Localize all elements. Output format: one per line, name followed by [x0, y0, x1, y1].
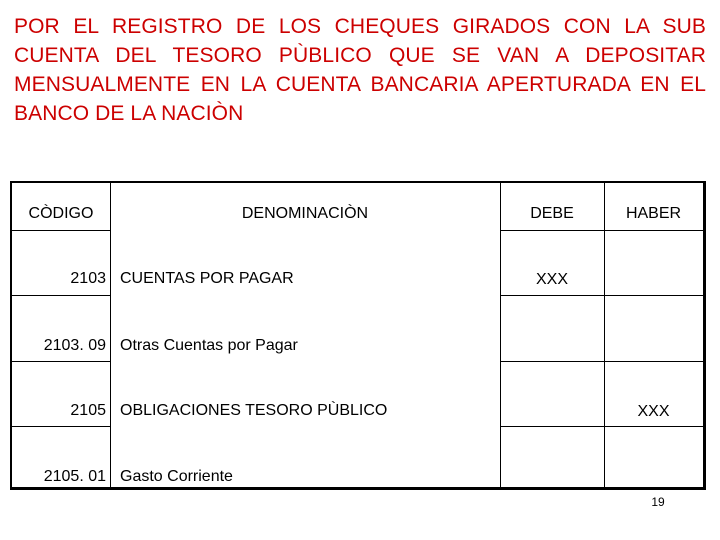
header-codigo: CÒDIGO — [28, 205, 94, 222]
row-divider-codigo-1 — [12, 230, 110, 231]
row-divider-amounts-2 — [500, 295, 703, 296]
row-3-denominacion: OBLIGACIONES TESORO PÙBLICO — [120, 402, 388, 419]
row-divider-codigo-4 — [12, 426, 110, 427]
row-2-denominacion: Otras Cuentas por Pagar — [120, 337, 298, 354]
row-divider-amounts-4 — [500, 426, 703, 427]
col-divider-2 — [500, 183, 501, 487]
row-divider-amounts-3 — [500, 361, 703, 362]
row-4-denominacion: Gasto Corriente — [120, 468, 233, 485]
row-2-codigo: 2103. 09 — [43, 337, 106, 354]
accounting-entry-table — [10, 181, 706, 490]
row-1-codigo: 2103 — [70, 270, 106, 287]
row-1-debe: XXX — [535, 271, 568, 288]
col-divider-1 — [110, 183, 111, 487]
row-3-haber: XXX — [637, 403, 670, 420]
row-divider-amounts-1 — [500, 230, 703, 231]
row-1-denominacion: CUENTAS POR PAGAR — [120, 270, 294, 287]
page-number: 19 — [651, 495, 665, 509]
col-divider-3 — [604, 183, 605, 487]
row-divider-codigo-3 — [12, 361, 110, 362]
slide-heading: POR EL REGISTRO DE LOS CHEQUES GIRADOS CON LA SUB CUENTA DEL TESORO PÙBLICO QUE SE VAN A DEPOSITAR MENSUALMENTE EN LA CUENTA BANCARIA APERTURADA EN EL BANCO DE LA NACIÒN — [14, 15, 706, 125]
header-haber: HABER — [625, 205, 682, 222]
header-debe: DEBE — [530, 205, 574, 222]
row-3-codigo: 2105 — [70, 402, 106, 419]
row-divider-codigo-2 — [12, 295, 110, 296]
row-4-codigo: 2105. 01 — [43, 468, 106, 485]
header-denominacion: DENOMINACIÒN — [241, 205, 369, 222]
